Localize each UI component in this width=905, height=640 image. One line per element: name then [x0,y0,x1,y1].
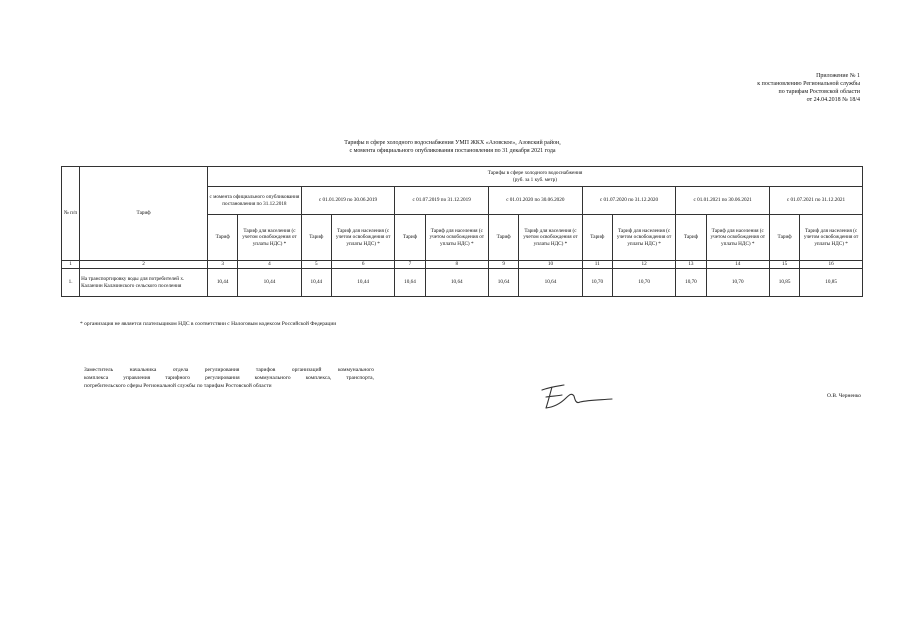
sub-header-tariff: Тариф [769,215,799,261]
column-number: 10 [519,261,582,269]
period-header: с 01.07.2020 по 31.12.2020 [582,187,676,215]
header-tariff: Тариф [80,167,208,261]
period-header: с 01.07.2019 по 31.12.2019 [395,187,489,215]
column-number: 2 [80,261,208,269]
group-header-line-1: Тарифы в сфере холодного водоснабжения [487,170,583,177]
sub-header-population: Тариф для населения (с учетом освобождения от уплаты НДС) * [612,215,675,261]
tariff-value: 10,44 [331,269,394,297]
tariff-value: 10,70 [706,269,769,297]
row-tariff-name: На транспортировку воды для потребителей х. Каланчин Калачинского сельского поселения [80,269,208,297]
title-line-2: с момента официального опубликования постановления по 31 декабря 2021 года [349,148,556,154]
sub-header-population: Тариф для населения (с учетом освобождения от уплаты НДС) * [519,215,582,261]
sub-header-population: Тариф для населения (с учетом освобождения от уплаты НДС) * [238,215,301,261]
tariff-value: 10,85 [800,269,863,297]
signatory-line: потребительского сферы Региональной службы по тарифам Ростовской области [84,383,272,389]
tariff-value: 10,70 [676,269,706,297]
column-number: 14 [706,261,769,269]
column-number: 3 [208,261,238,269]
appendix-line: от 24.04.2018 № 18/4 [806,97,860,103]
tariff-value: 10,70 [582,269,612,297]
tariff-value: 10,64 [395,269,425,297]
handwritten-signature [536,382,616,412]
column-number: 9 [489,261,519,269]
sub-header-population: Тариф для населения (с учетом освобождения от уплаты НДС) * [706,215,769,261]
period-header: с 01.07.2021 по 31.12.2021 [769,187,862,215]
header-no: № п/п [62,167,80,261]
table-row [62,269,863,297]
tariff-value: 10,64 [425,269,488,297]
column-number: 8 [425,261,488,269]
sub-header-population: Тариф для населения (с учетом освобождения от уплаты НДС) * [331,215,394,261]
period-header: с 01.01.2019 по 30.06.2019 [301,187,395,215]
row-number: 1. [62,269,80,297]
sub-header-tariff: Тариф [301,215,331,261]
appendix-line: к постановлению Региональной службы [757,81,860,87]
sub-header-tariff: Тариф [676,215,706,261]
appendix-line: по тарифам Ростовской области [778,89,860,95]
tariff-value: 10,85 [769,269,799,297]
tariff-value: 10,70 [612,269,675,297]
appendix-block [757,72,860,104]
tariff-value: 10,44 [238,269,301,297]
column-number: 7 [395,261,425,269]
sub-header-population: Тариф для населения (с учетом освобождения от уплаты НДС) * [425,215,488,261]
column-number: 15 [769,261,799,269]
tariff-value: 10,64 [519,269,582,297]
column-number: 13 [676,261,706,269]
period-header: с 01.01.2021 по 30.06.2021 [676,187,770,215]
column-number: 1 [62,261,80,269]
signatory-line: Заместитель начальника отдела регулирования тарифов организаций коммунального [84,367,374,373]
sub-header-tariff: Тариф [489,215,519,261]
tariff-value: 10,44 [208,269,238,297]
appendix-line: Приложение № 1 [816,73,860,79]
title-line-1: Тарифы в сфере холодного водоснабжения УМП ЖКХ «Азовское», Азовский район, [344,140,561,146]
group-header-line-2: (руб. за 1 куб. метр) [513,176,558,183]
tariff-value: 10,64 [489,269,519,297]
sub-header-population: Тариф для населения (с учетом освобождения от уплаты НДС) * [800,215,863,261]
signer-name: О.В. Черненко [826,393,861,399]
document-title [0,139,905,155]
period-header: с момента официального опубликования постановления по 31.12.2018 [208,187,302,215]
sub-header-tariff: Тариф [208,215,238,261]
group-header [208,167,863,187]
column-number: 12 [612,261,675,269]
sub-header-tariff: Тариф [395,215,425,261]
column-number: 5 [301,261,331,269]
sub-header-tariff: Тариф [582,215,612,261]
tariff-value: 10,44 [301,269,331,297]
period-header: с 01.01.2020 по 30.06.2020 [489,187,583,215]
tariffs-table [61,166,863,297]
signatory-position [84,366,374,390]
column-number: 16 [800,261,863,269]
column-number: 11 [582,261,612,269]
column-number: 6 [331,261,394,269]
column-number: 4 [238,261,301,269]
vat-footnote: * организация не является плательщиком НДС в соответствии с Налоговым кодексом Российской Федерации [80,321,337,327]
signatory-line: комплекса управления тарифного регулирования коммунального комплекса, транспорта, [84,375,374,381]
